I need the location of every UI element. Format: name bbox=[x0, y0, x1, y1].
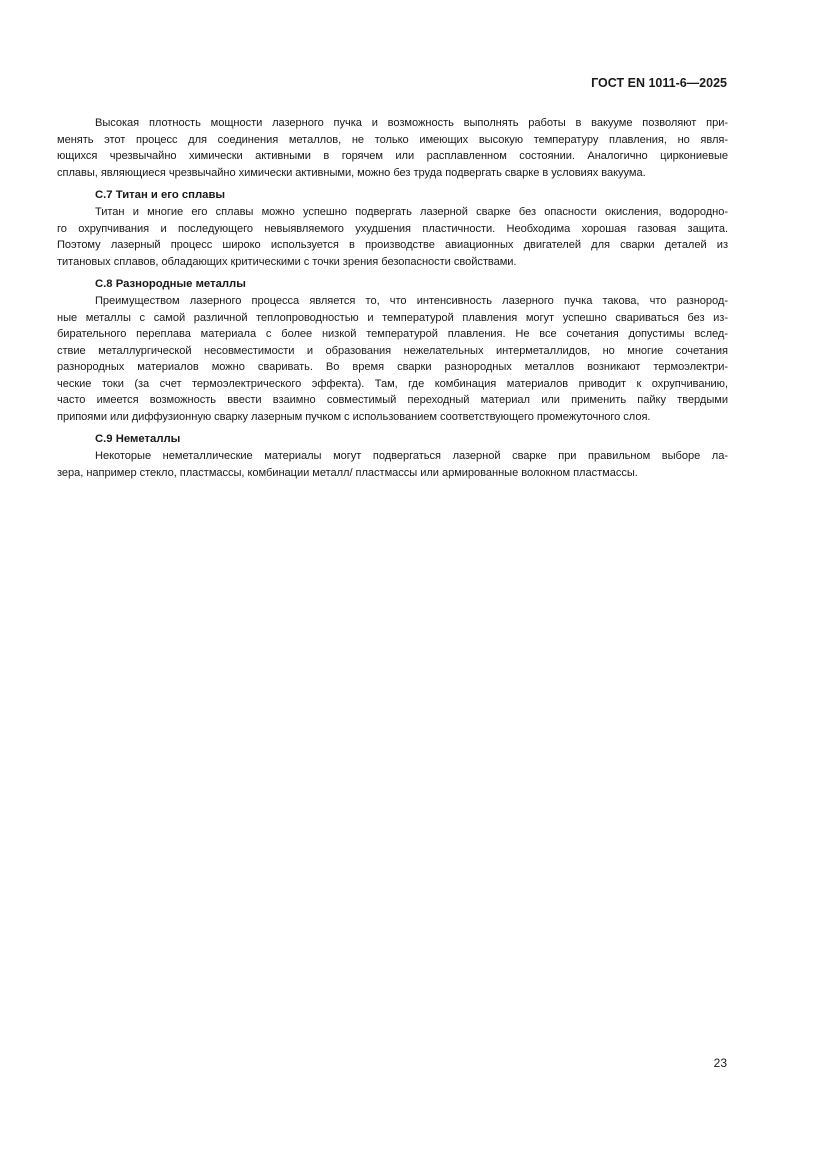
text-line: сплавы, являющиеся чрезвычайно химически активными, можно без труда подвергать сварке в условиях вакуума. bbox=[57, 166, 646, 179]
text-line: ческие токи (за счет термоэлектрического эффекта). Там, где комбинация материалов приводит к охрупчиванию, bbox=[57, 377, 728, 390]
text-line: Высокая плотность мощности лазерного пучка и возможность выполнять работы в вакууме позволяют при- bbox=[95, 117, 728, 129]
text-line: зера, например стекло, пластмассы, комбинации металл/ пластмассы или армированные волокном пластмассы. bbox=[57, 466, 638, 479]
text-line: Некоторые неметаллические материалы могут подвергаться лазерной сварке при правильном выборе ла- bbox=[95, 450, 728, 462]
section-title-dissimilar-metals: С.8 Разнородные металлы bbox=[95, 278, 246, 290]
text-line: ющихся чрезвычайно химически активными в горячем или расплавленном состоянии. Аналогично циркониевые bbox=[57, 150, 728, 162]
section-paragraph-nonmetals bbox=[57, 448, 728, 481]
page-content bbox=[57, 115, 728, 481]
text-line: менять этот процесс для соединения металлов, не только имеющих высокую температуру плавления, но явля- bbox=[57, 133, 728, 146]
text-line: титановых сплавов, обладающих критическими с точки зрения безопасности свойствами. bbox=[57, 255, 517, 268]
text-line: часто имеется возможность ввести взаимно совместимый переходный материал или применить пайку твердыми bbox=[57, 394, 728, 406]
section-paragraph-dissimilar-metals bbox=[57, 293, 728, 425]
text-line: бирательного переплава материала с более низкой температурой плавления. Не все сочетания допустимы вслед- bbox=[57, 328, 728, 340]
text-line: припоями или диффузионную сварку лазерным пучком с использованием соответствующего промежуточного слоя. bbox=[57, 410, 651, 423]
document-header: ГОСТ EN 1011-6—2025 bbox=[591, 76, 727, 90]
intro-paragraph bbox=[57, 115, 728, 181]
text-line: го охрупчивания и последующего невыявляемого ухудшения пластичности. Необходима хорошая газовая защита. bbox=[57, 222, 728, 235]
text-line: разнородных материалов можно сваривать. Во время сварки разнородных металлов возникают термоэлектри- bbox=[57, 361, 728, 373]
text-line: ствие металлургической несовместимости и образования нежелательных интерметаллидов, но многие сочетания bbox=[57, 344, 728, 357]
page-number: 23 bbox=[713, 1056, 727, 1070]
section-title-nonmetals: С.9 Неметаллы bbox=[95, 433, 181, 445]
section-paragraph-titanium bbox=[57, 204, 728, 270]
text-line: Титан и многие его сплавы можно успешно подвергать лазерной сварке без опасности окисления, водородно- bbox=[95, 206, 728, 218]
text-line: ные металлы с самой различной теплопроводностью и температурой плавления могут успешно свариваться без из- bbox=[57, 311, 728, 324]
section-title-titanium: С.7 Титан и его сплавы bbox=[95, 189, 226, 201]
text-line: Преимуществом лазерного процесса является то, что интенсивность лазерного пучка такова, что разнород- bbox=[95, 295, 728, 307]
text-line: Поэтому лазерный процесс широко используется в производстве авиационных двигателей для сварки деталей из bbox=[57, 239, 728, 251]
